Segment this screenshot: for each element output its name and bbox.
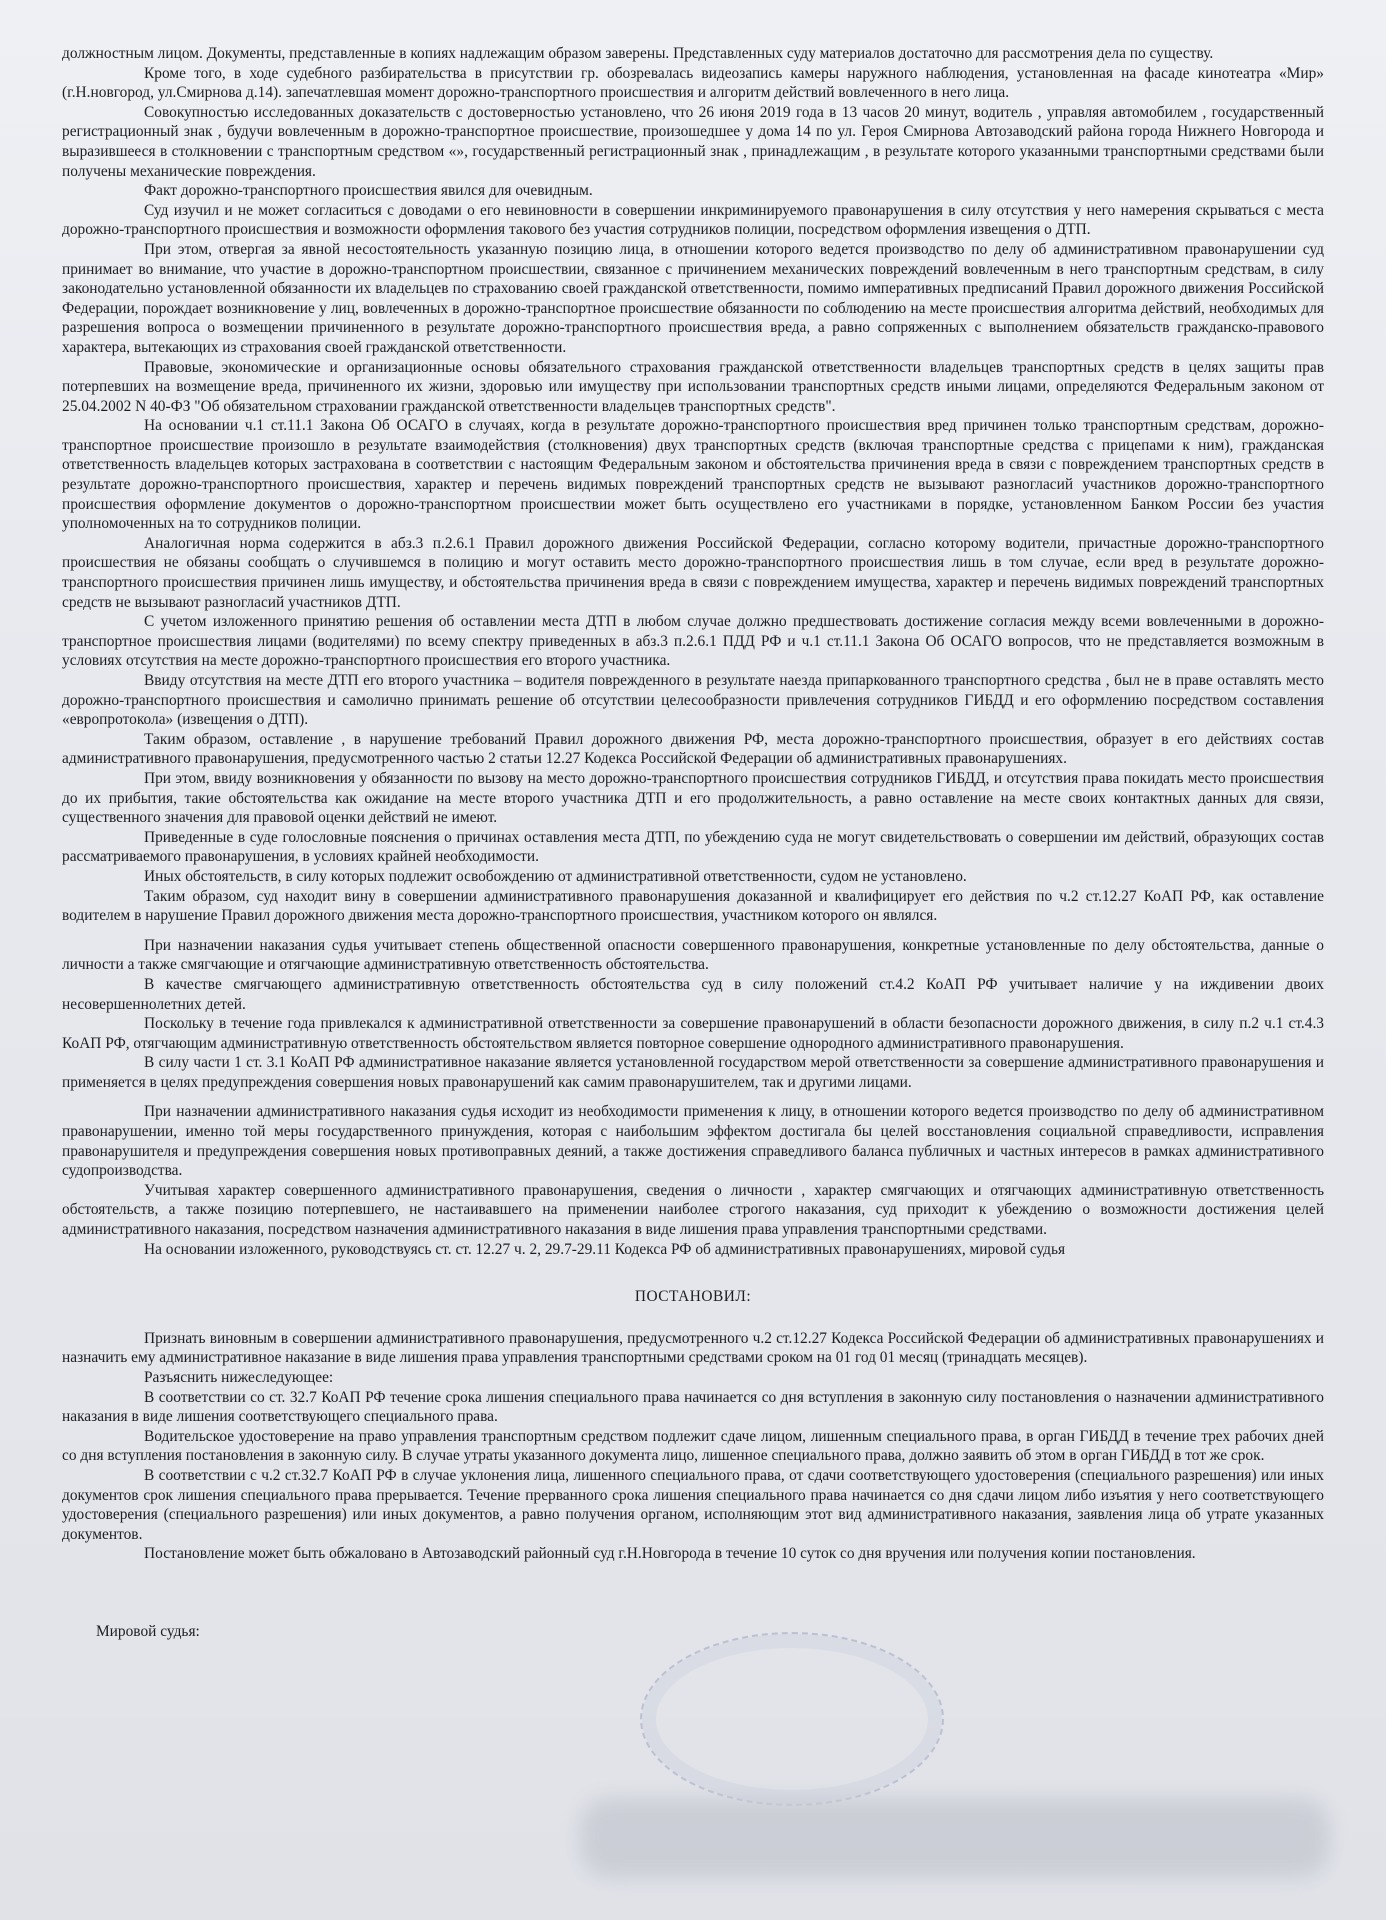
paragraph-osago: На основании ч.1 ст.11.1 Закона Об ОСАГО в случаях, когда в результате дорожно-транспортного происшествия вред причинен только транспортным средствам, дорожно-транспортное происшествие произошло в результате взаимодействия (столкновения) двух транспортных средств (включая транспортные средства с прицепами к ним), гражданская ответственность владельцев которых застрахована в соответствии с настоящим Федеральным законом и обстоятельства причинения вреда в связи с повреждением транспортных средств в результате дорожно-транспортного происшествия, характер и перечень видимых повреждений транспортных средств не вызывают разногласий участников дорожно-транспортного происшествия оформление документов о дорожно-транспортном происшествии может быть осуществлено его участниками в порядке, установленном Банком России без участия уполномоченных на то сотрудников полиции. [62,417,1324,533]
paragraph-necessity: При назначении административного наказания судья исходит из необходимости применения к лицу, в отношении которого ведется производство по делу об административном правонарушении, именно той меры государственного принуждения, которая с наибольшим эффектом достигала бы целей восстановления социальной справедливости, исправления правонарушителя и предупреждения совершения новых противоправных деяний, а также достижения справедливого баланса публичных и частных интересов в рамках административного судопроизводства. [62,1103,1324,1180]
paragraph-obligation: При этом, ввиду возникновения у обязанности по вызову на место дорожно-транспортного происшествия сотрудников ГИБДД, и отсутствия права покидать место происшествия до их прибытия, такие обстоятельства как ожидание на месте второго участника ДТП и его продолжительность, а равно оставление на месте своих контактных данных для связи, существенного значения для правовой оценки действий не имеют. [62,769,1324,827]
resolution-explain: Разъяснить нижеследующее: [144,1369,334,1386]
paragraph-aggravating: Поскольку в течение года привлекался к административной ответственности за совершение правонарушений в области безопасности дорожного движения, в силу п.2 ч.1 ст.4.3 КоАП РФ, отягчающим административную ответственность обстоятельством является повторное совершение однородного административного правонарушения. [62,1015,1324,1052]
paragraph-no-circumstances: Иных обстоятельств, в силу которых подлежит освобождению от административной ответственности, судом не установлено. [144,867,967,885]
paragraph-violation: Таким образом, оставление , в нарушение требований Правил дорожного движения РФ, места дорожно-транспортного происшествия, образует в его действиях состав административного правонарушения, предусмотренного частью 2 статьи 12.27 Кодекса Российской Федерации об административных правонарушениях. [62,730,1324,768]
paragraph-position: При этом, отвергая за явной несостоятельность указанную позицию лица, в отношении которого ведется производство по делу об административном правонарушении суд принимает во внимание, что участие в дорожно-транспортном происшествии, связанное с причинением механических повреждений вовлеченным в него транспортным средствам, в силу законодательно установленной обязанности их владельцев по страхованию своей гражданской ответственности, помимо императивных предписаний Правил дорожного движения Российской Федерации, порождает возникновение у лиц, вовлеченных в дорожно-транспортное происшествие обязанности по соблюдению на месте происшествия алгоритма действий, необходимых для разрешения вопроса о возмещении причиненного в результате дорожно-транспортного происшествия вреда, а равно сопряженных с выполнением обязательств гражданско-правового характера, вытекающих из страхования своей гражданской ответственности. [62,240,1324,356]
paragraph-guided-by: На основании изложенного, руководствуясь ст. ст. 12.27 ч. 2, 29.7-29.11 Кодекса РФ об административных правонарушениях, мировой судья [144,1240,1066,1258]
paragraph-agreement: С учетом изложенного принятию решения об оставлении места ДТП в любом случае должно предшествовать достижение согласия между всеми вовлеченными в дорожно-транспортное происшествия лицами (водителями) по всему спектру приведенных в абз.3 п.2.6.1 ПДД РФ и ч.1 ст.11.1 Закона Об ОСАГО вопросов, что не представляется возможным в условиях отсутствия на месте дорожно-транспортного происшествия его второго участника. [62,613,1324,670]
paragraph-evidence: Совокупностью исследованных доказательств с достоверностью установлено, что 26 июня 2019 года в 13 часов 20 минут, водитель , управляя автомобилем , государственный регистрационный знак , будучи вовлеченным в дорожно-транспортное происшествие, произошедшее у дома 14 по ул. Героя Смирнова Автозаводский района города Нижнего Новгорода и выразившееся в столкновении с транспортным средством «», государственный регистрационный знак , принадлежащим , в результате которого указанными транспортными средствами были получены механические повреждения. [62,103,1324,180]
paragraph-arguments: Суд изучил и не может согласиться с доводами о его невиновности в совершении инкриминируемого правонарушения в силу отсутствия у него намерения скрываться с места дорожно-транспортного происшествия и возможности оформления такового без участия сотрудников полиции, посредством оформления извещения о ДТП. [62,201,1324,239]
resolution-recognize: Признать виновным в совершении административного правонарушения, предусмотренного ч.2 ст.12.27 Кодекса Российской Федерации об административных правонарушениях и назначить ему административное наказание в виде лишения права управления транспортными средствами сроком на 01 год 01 месяц (тринадцать месяцев). [62,1329,1324,1367]
paragraph-fact: Факт дорожно-транспортного происшествия явился для очевидным. [144,182,593,200]
paragraph-sentencing: При назначении наказания судья учитывает степень общественной опасности совершенного правонарушения, конкретные установленные по делу обстоятельства, данные о личности а также смягчающие и отягчающие административную ответственность обстоятельства. [62,936,1324,974]
resolution-evasion: В соответствии с ч.2 ст.32.7 КоАП РФ в случае уклонения лица, лишенного специального права, от сдачи соответствующего удостоверения (специального разрешения) или иных документов срок лишения специального права прерывается. Течение прерванного срока лишения специального права начинается со дня сдачи лицом либо изъятия у него соответствующего удостоверения (специального разрешения) или иных документов, а равно получения органом, исполняющим этот вид административного наказания, заявления лица об утрате указанных документов. [62,1466,1324,1543]
paragraph-article-3-1: В силу части 1 ст. 3.1 КоАП РФ административное наказание является установленной государством мерой ответственности за совершение административного правонарушения и применяется в целях предупреждения совершения новых правонарушений как самим правонарушителем, так и другими лицами. [62,1054,1324,1091]
paragraph-law-basis: Правовые, экономические и организационные основы обязательного страхования гражданской ответственности владельцев транспортных средств в целях защиты прав потерпевших на возмещение вреда, причиненного их жизни, здоровью или имуществу при использовании транспортных средств иными лицами, определяются Федеральным законом от 25.04.2002 N 40-ФЗ "Об обязательном страховании гражданской ответственности владельцев транспортных средств". [62,358,1324,415]
paragraph-similar-norm: Аналогичная норма содержится в абз.3 п.2.6.1 Правил дорожного движения Российской Федерации, согласно которому водители, причастные дорожно-транспортного происшествия не обязаны сообщать о случившемся в полицию и могут оставить место дорожно-транспортного происшествия лишь в том случае, если вред в результате дорожно-транспортного происшествия причинен лишь имуществу, и обстоятельства причинения вреда в связи с повреждением имущества, характер и перечень видимых повреждений транспортных средств не вызывают разногласий участников ДТП. [62,534,1324,611]
signature-label: Мировой судья: [96,1622,200,1640]
paragraph-guilt: Таким образом, суд находит вину в совершении административного правонарушения доказанной и квалифицирует его действия по ч.2 ст.12.27 КоАП РФ, как оставление водителем в нарушение Правил дорожного движения места дорожно-транспортного происшествия, участником которого он являлся. [62,887,1324,925]
paragraph-absence: Ввиду отсутствия на месте ДТП его второго участника – водителя поврежденного в результате наезда припаркованного транспортного средства , был не в праве оставлять место дорожно-транспортного происшествия и самолично принимать решение об отсутствии целесообразности привлечения сотрудников ГИБДД и его оформлению посредством составления «европротокола» (извещения о ДТП). [62,672,1324,729]
court-stamp [640,1632,944,1806]
resolution-appeal: Постановление может быть обжаловано в Автозаводский районный суд г.Н.Новгорода в течение 10 суток со дня вручения или получения копии постановления. [144,1545,1196,1563]
paragraph-explanations: Приведенные в суде голословные пояснения о причинах оставления места ДТП, по убеждению суда не могут свидетельствовать о совершении им действий, образующих состав рассматриваемого правонарушения, в условиях крайней необходимости. [62,828,1324,866]
paragraph-considering: Учитывая характер совершенного административного правонарушения, сведения о личности , характер смягчающих и отягчающих административную ответственность обстоятельств, а также позицию потерпевшего, не настаивавшего на применении наиболее строгого наказания, суд приходит к убеждению о возможности достижения целей административного наказания, посредством назначения административного наказания в виде лишения права управления транспортными средствами. [62,1181,1324,1239]
resolution-title: ПОСТАНОВИЛ: [634,1288,752,1306]
resolution-license-surrender: Водительское удостоверение на право управления транспортным средством подлежит сдаче лицом, лишенным специального права, в орган ГИБДД в течение трех рабочих дней со дня вступления постановления в законную силу. В случае утраты указанного документа лицо, лишенное специального права, должно заявить об этом в орган ГИБДД в тот же срок. [62,1427,1324,1465]
paragraph-mitigating: В качестве смягчающего административную ответственность обстоятельства суд в силу положений ст.4.2 КоАП РФ учитывает наличие у на иждивении двоих несовершеннолетних детей. [62,975,1324,1013]
paragraph-documents: должностным лицом. Документы, представленные в копиях надлежащим образом заверены. Представленных суду материалов достаточно для рассмотрения дела по существу. [62,45,1214,62]
resolution-article-32-7: В соответствии со ст. 32.7 КоАП РФ течение срока лишения специального права начинается со дня вступления в законную силу постановления о назначении административного наказания в виде лишения соответствующего специального права. [62,1388,1324,1426]
redacted-signature-area [580,1798,1330,1878]
paragraph-video: Кроме того, в ходе судебного разбирательства в присутствии гр. обозревалась видеозапись камеры наружного наблюдения, установленная на фасаде кинотеатра «Мир» (г.Н.новгород, ул.Смирнова д.14). запечатлевшая момент дорожно-транспортного происшествия и алгоритм действий вовлеченного в него лица. [62,64,1324,102]
